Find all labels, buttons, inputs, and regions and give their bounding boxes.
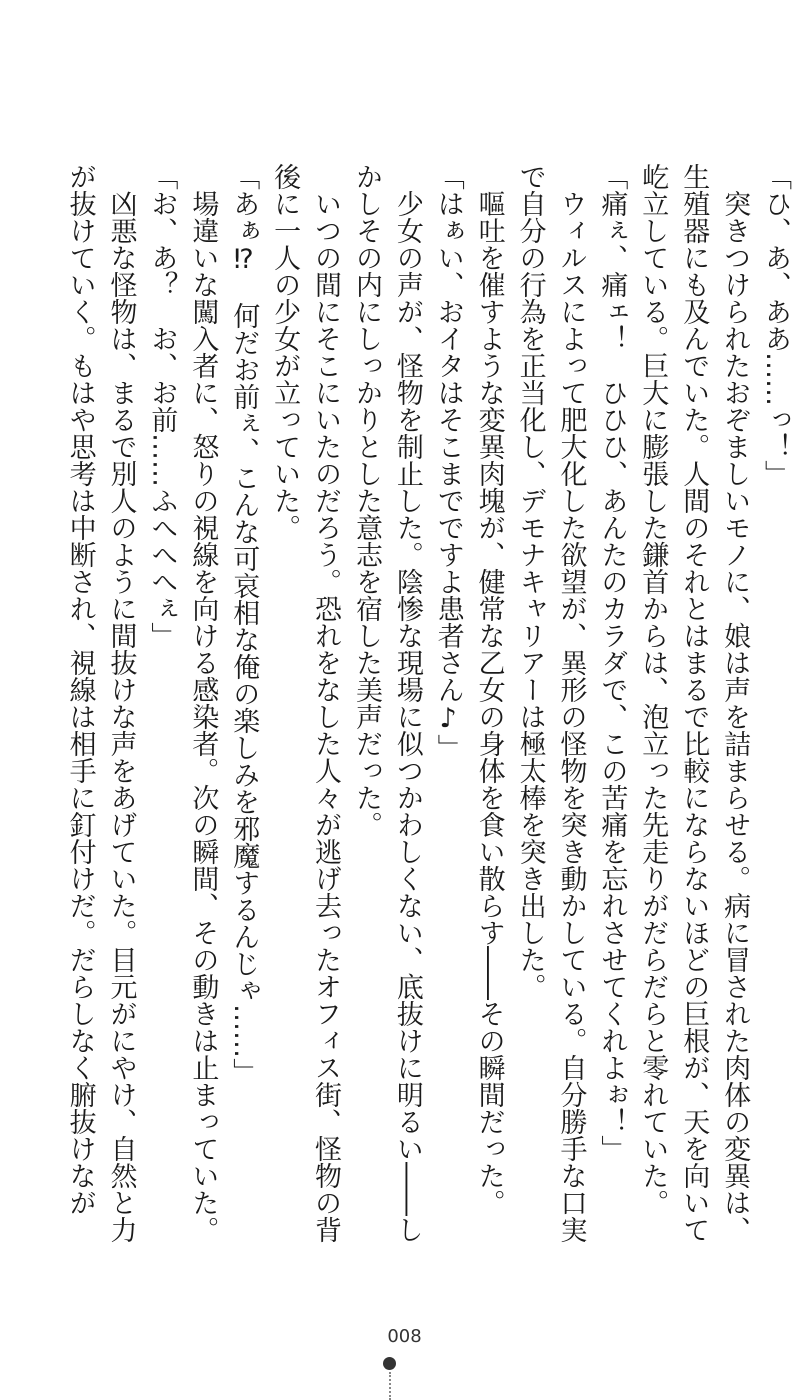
- text-line: かしその内にしっかりとした意志を宿した美声だった。: [350, 163, 382, 838]
- text-line: 嘔吐を催すような変異肉塊が、健常な乙女の身体を食い散らす――その瞬間だった。: [473, 163, 505, 1216]
- text-line: ウィルスによって肥大化した欲望が、異形の怪物を突き動かしている。自分勝手な口実: [555, 163, 587, 1243]
- page-number: 008: [387, 1326, 422, 1347]
- text-line: 「痛ぇ、痛ェ！ ひひひ、あんたのカラダで、この苦痛を忘れさせてくれよぉ！」: [596, 163, 628, 1162]
- text-line: 「あぁ⁉ 何だお前ぇ、こんな可哀相な俺の楽しみを邪魔するんじゃ……」: [228, 163, 260, 1085]
- text-line: 「はぁい、おイタはそこまでですよ患者さん♪」: [432, 163, 464, 761]
- text-line: 生殖器にも及んでいた。人間のそれとはまるで比較にならないほどの巨根が、天を向いて: [678, 163, 710, 1243]
- text-line: が抜けていく。もはや思考は中断され、視線は相手に釘付けだ。だらしなく腑抜けなが: [64, 163, 96, 1216]
- text-line: で自分の行為を正当化し、デモナキャリアーは極太棒を突き出した。: [514, 163, 546, 1000]
- text-line: 「ひ、あ、ああ……っ！」: [760, 163, 791, 487]
- page-marker-line: [389, 1372, 391, 1400]
- text-line: 場違いな闖入者に、怒りの視線を向ける感染者。次の瞬間、その動きは止まっていた。: [187, 163, 219, 1243]
- page-marker-dot: [383, 1357, 396, 1370]
- text-line: 後に一人の少女が立っていた。: [269, 163, 301, 541]
- text-line: 少女の声が、怪物を制止した。陰惨な現場に似つかわしくない、底抜けに明るい――し: [391, 163, 423, 1243]
- body-text: [55, 163, 795, 1243]
- text-line: 「お、あ？ お、お前……ふへへへぇ」: [146, 163, 178, 649]
- text-line: 突きつけられたおぞましいモノに、娘は声を詰まらせる。病に冒された肉体の変異は、: [719, 163, 751, 1243]
- text-line: 屹立している。巨大に膨張した鎌首からは、泡立った先走りがだらだらと零れていた。: [637, 163, 669, 1216]
- text-line: いつの間にそこにいたのだろう。恐れをなした人々が逃げ去ったオフィス街、怪物の背: [310, 163, 342, 1243]
- text-line: 凶悪な怪物は、まるで別人のように間抜けな声をあげていた。目元がにやけ、自然と力: [105, 163, 137, 1243]
